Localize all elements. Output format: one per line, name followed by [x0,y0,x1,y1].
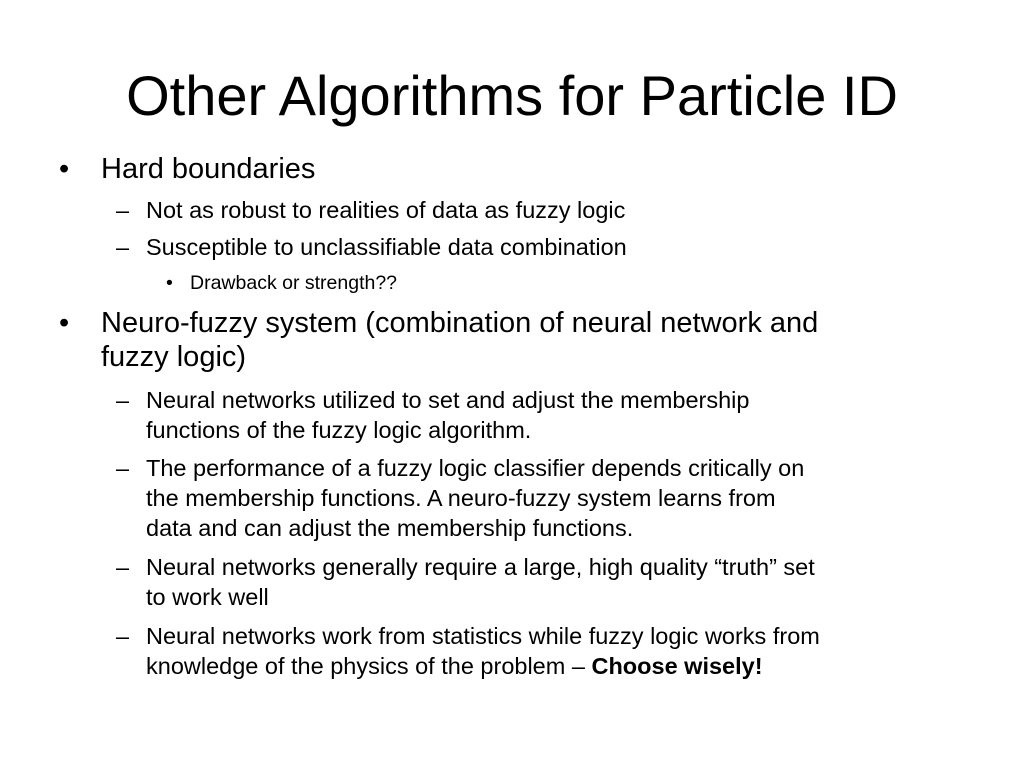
subitem-text-line: functions of the fuzzy logic algorithm. [146,417,532,443]
subitem-text-line: Neural networks work from statistics while fuzzy logic works from [146,623,820,649]
bullet-text-line: Neuro-fuzzy system (combination of neural network and [101,307,819,339]
bullet-marker: • [166,272,173,294]
subitem-text-line [146,651,820,681]
bullet-text-line: fuzzy logic) [101,341,247,373]
subitem-text-plain: knowledge of the physics of the problem – [146,653,592,679]
dash-marker: – [116,234,130,260]
dash-marker: – [116,455,130,481]
choose-wisely-emphasis: Choose wisely! [591,653,763,679]
bullet-marker: • [59,153,70,185]
subsubitem-drawback [166,271,398,295]
bullet-neuro-fuzzy [59,306,819,374]
subitem-text-line: Neural networks utilized to set and adjust the membership [146,387,750,413]
subsubitem-text: Drawback or strength?? [190,272,398,294]
dash-marker: – [116,387,130,413]
dash-marker: – [116,623,130,649]
slide-title: Other Algorithms for Particle ID [126,64,898,127]
subitem-truth-set [116,552,815,612]
dash-marker: – [116,554,130,580]
subitem-text: Not as robust to realities of data as fuzzy logic [146,197,626,223]
subitem-statistics-vs-physics [116,621,820,681]
subitem-neural-networks-utilized [116,385,750,445]
subitem-text: Susceptible to unclassifiable data combination [146,234,627,260]
subitem-text-line: to work well [146,584,269,610]
subitem-text-line: data and can adjust the membership functions. [146,515,634,541]
bullet-marker: • [59,307,70,339]
subitem-text-line: Neural networks generally require a large, high quality “truth” set [146,554,815,580]
bullet-hard-boundaries [59,152,316,186]
dash-marker: – [116,197,130,223]
subitem-performance [116,453,805,543]
subitem-susceptible [116,232,627,262]
bullet-text: Hard boundaries [101,153,316,185]
subitem-not-as-robust [116,195,626,225]
subitem-text-line: The performance of a fuzzy logic classifier depends critically on [146,455,805,481]
subitem-text-line: the membership functions. A neuro-fuzzy system learns from [146,485,776,511]
